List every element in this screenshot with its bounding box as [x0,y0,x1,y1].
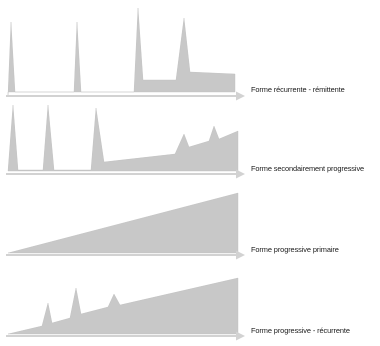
panel-relapsing-remitting [6,8,245,101]
axis-arrow-4 [236,332,245,341]
panel-progressive-relapsing [6,278,245,341]
label-relapsing-remitting: Forme récurrente - rémittente [251,85,345,94]
progressive-relapsing-area [8,278,238,334]
label-progressive-relapsing: Forme progressive - récurrente [251,326,350,335]
panel-secondary-progressive [6,105,245,179]
label-primary-progressive: Forme progressive primaire [251,245,339,254]
primary-progressive-area [8,193,238,253]
axis-arrow-2 [236,170,245,179]
secondary-progressive-area [8,105,238,171]
relapse-remitting-area [8,8,235,95]
axis-arrow-1 [236,92,245,101]
label-secondary-progressive: Forme secondairement progressive [251,164,365,173]
axis-arrow-3 [236,251,245,260]
panel-primary-progressive [6,193,245,260]
